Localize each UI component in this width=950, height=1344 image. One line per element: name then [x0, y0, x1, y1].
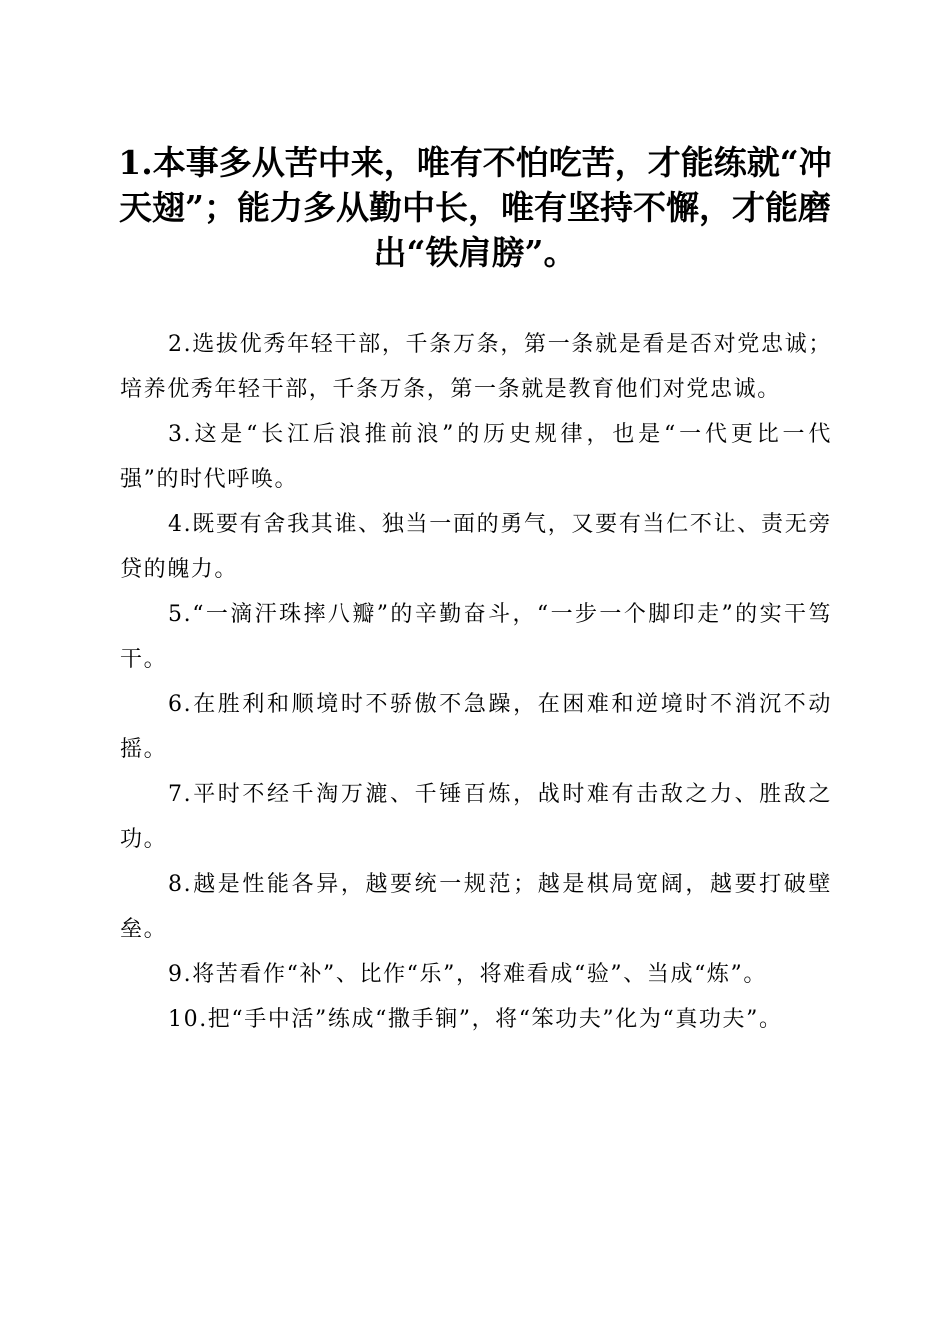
paragraph-9: 9.将苦看作“补”、比作“乐”，将难看成“验”、当成“炼”。: [168, 962, 767, 987]
paragraph-5: 5.“一滴汗珠摔八瓣”的辛勤奋斗，“一步一个脚印走”的实干笃干。: [120, 602, 832, 672]
document-title: 1.本事多从苦中来，唯有不怕吃苦，才能练就“冲天翅”；能力多从勤中长，唯有坚持不懈，才能磨出“铁肩膀”。: [118, 143, 832, 272]
paragraph-4: 4.既要有舍我其谁、独当一面的勇气，又要有当仁不让、责无旁贷的魄力。: [120, 512, 832, 582]
paragraph-8: 8.越是性能各异，越要统一规范；越是棋局宽阔，越要打破壁垒。: [120, 872, 832, 942]
paragraph-2: 2.选拔优秀年轻干部，千条万条，第一条就是看是否对党忠诚；培养优秀年轻干部，千条万条，第一条就是教育他们对党忠诚。: [120, 332, 832, 402]
paragraph-7: 7.平时不经千淘万漉、千锤百炼，战时难有击敌之力、胜敌之功。: [120, 782, 832, 852]
paragraph-6: 6.在胜利和顺境时不骄傲不急躁，在困难和逆境时不消沉不动摇。: [120, 692, 832, 762]
paragraph-10: 10.把“手中活”练成“撒手锏”，将“笨功夫”化为“真功夫”。: [168, 1007, 783, 1032]
document-body: [120, 322, 832, 1042]
paragraph-3: 3.这是“长江后浪推前浪”的历史规律，也是“一代更比一代强”的时代呼唤。: [120, 422, 832, 492]
